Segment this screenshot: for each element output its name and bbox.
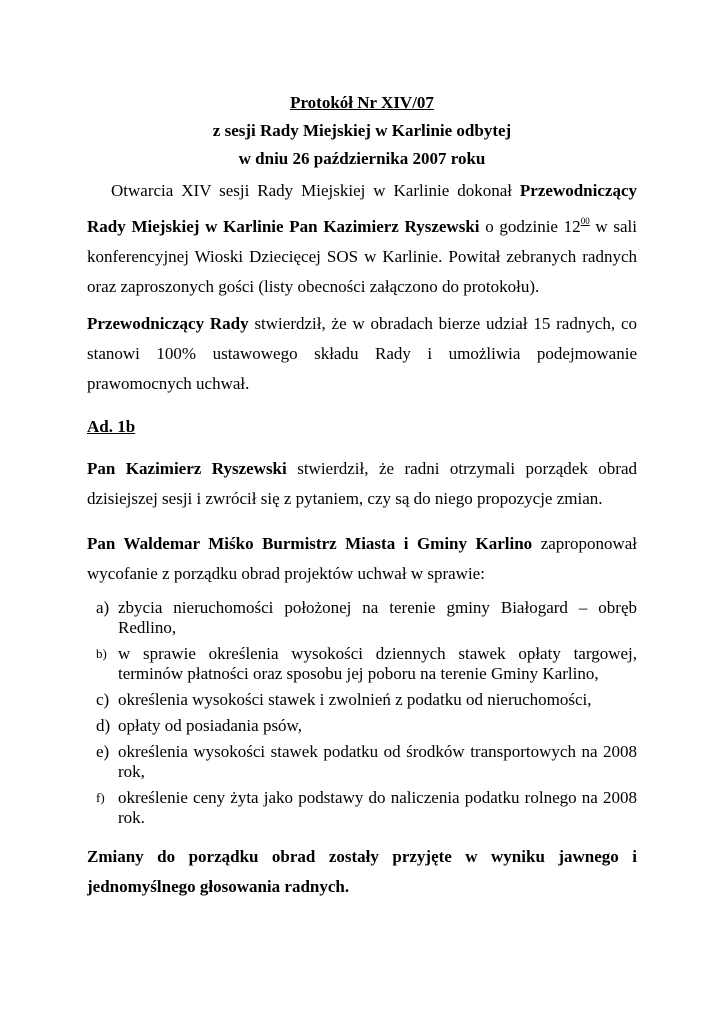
list-item: b) w sprawie określenia wysokości dziennych stawek opłaty targowej, terminów płatności oraz sposobu jej poboru na terenie Gminy Karlino,	[96, 644, 637, 683]
list-item: d) opłaty od posiadania psów,	[96, 716, 302, 735]
list-item: f) określenie ceny żyta jako podstawy do naliczenia podatku rolnego na 2008 rok.	[96, 788, 637, 827]
withdrawn-resolutions-list	[87, 598, 637, 834]
session-subtitle: z sesji Rady Miejskiej w Karlinie odbytej	[212, 121, 512, 140]
quorum-paragraph: Przewodniczący Rady stwierdził, że w obradach bierze udział 15 radnych, co stanowi 100% ustawowego składu Rady i umożliwia podejmowanie prawomocnych uchwał.	[87, 314, 637, 393]
protocol-title: Protokół Nr XIV/07	[290, 93, 434, 112]
list-item: a) zbycia nieruchomości położonej na terenie gminy Białogard – obręb Redlino,	[96, 598, 637, 637]
agenda-paragraph: Pan Kazimierz Ryszewski stwierdził, że radni otrzymali porządek obrad dzisiejszej sesji i zwrócił się z pytaniem, czy są do niego propozycje zmian.	[87, 459, 637, 508]
list-item: e) określenia wysokości stawek podatku od środków transportowych na 2008 rok,	[96, 742, 637, 781]
agenda-item-heading: Ad. 1b	[87, 417, 136, 436]
intro-paragraph: Otwarcia XIV sesji Rady Miejskiej w Karlinie dokonał Przewodniczący Rady Miejskiej w Karlinie Pan Kazimierz Ryszewski o godzinie $12^{00}$ w sali konferencyjnej Wioski Dziecięcej SOS w Karlinie. Powitał zebranych radnych oraz zaproszonych gości (listy obecności załączono do protokołu).	[87, 181, 637, 296]
list-item: c) określenia wysokości stawek i zwolnień z podatku od nieruchomości,	[96, 690, 592, 709]
final-statement: Zmiany do porządku obrad zostały przyjęte w wyniku jawnego i jednomyślnego głosowania radnych.	[87, 847, 637, 896]
session-date: w dniu 26 października 2007 roku	[238, 149, 486, 168]
proposal-paragraph: Pan Waldemar Miśko Burmistrz Miasta i Gminy Karlino zaproponował wycofanie z porządku obrad projektów uchwał w sprawie:	[87, 534, 637, 583]
